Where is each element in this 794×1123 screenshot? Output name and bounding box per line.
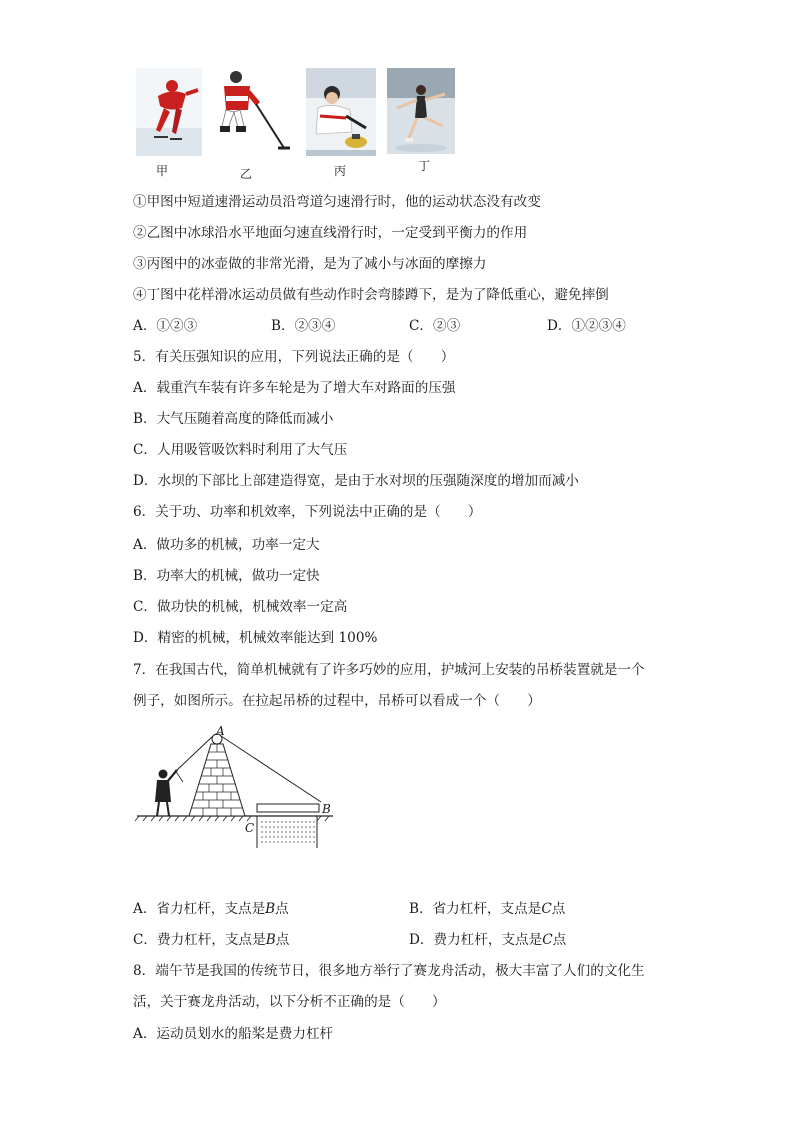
hockey-player-illustration [206, 68, 292, 156]
q7-option-d-prefix: D．费力杠杆，支点是 [409, 932, 543, 948]
q6-option-b[interactable]: B．功率大的机械，做功一定快 [133, 568, 320, 584]
photo-figure-skater [387, 68, 455, 154]
q7-option-a[interactable] [133, 899, 289, 919]
q7-stem-line1: 7．在我国古代，简单机械就有了许多巧妙的应用，护城河上安装的吊桥装置就是一个 [133, 662, 645, 678]
figure-label-c: C [245, 821, 255, 835]
speed-skater-illustration [136, 68, 202, 156]
q6-option-a[interactable]: A．做功多的机械，功率一定大 [133, 537, 320, 553]
drawbridge-diagram [133, 722, 353, 852]
q4-statement-4: ④丁图中花样滑冰运动员做有些动作时会弯膝蹲下，是为了降低重心，避免摔倒 [133, 287, 609, 303]
q7-option-d-suffix: 点 [552, 932, 567, 948]
q8-option-a[interactable]: A．运动员划水的船桨是费力杠杆 [133, 1026, 334, 1042]
figure-label-b: B [322, 802, 331, 816]
q8-stem-line2: 活，关于赛龙舟活动，以下分析不正确的是（ ） [133, 994, 446, 1010]
photo-label-yi: 乙 [240, 167, 253, 181]
q7-option-a-prefix: A．省力杠杆，支点是 [133, 901, 266, 917]
q7-option-c-prefix: C．费力杠杆，支点是 [133, 932, 266, 948]
q7-stem-line2: 例子，如图所示。在拉起吊桥的过程中，吊桥可以看成一个（ ） [133, 693, 541, 709]
q7-option-a-point: B [265, 901, 276, 917]
photo-curling-player [306, 68, 376, 156]
q4-option-a[interactable]: A．①②③ [133, 318, 198, 334]
q7-option-d[interactable] [409, 930, 566, 950]
q4-option-d[interactable]: D．①②③④ [547, 318, 626, 334]
photo-speed-skater [136, 68, 202, 156]
q7-option-c-suffix: 点 [275, 932, 290, 948]
q7-option-b-suffix: 点 [551, 901, 566, 917]
drawbridge-figure [133, 722, 353, 856]
photo-label-bing: 丙 [334, 164, 347, 178]
q7-option-a-suffix: 点 [275, 901, 289, 917]
q4-option-b[interactable]: B．②③④ [271, 318, 336, 334]
q7-option-c-point: B [265, 932, 276, 948]
q6-option-d[interactable]: D．精密的机械，机械效率能达到 100% [133, 630, 378, 646]
q5-option-c[interactable]: C．人用吸管吸饮料时利用了大气压 [133, 442, 348, 458]
q4-option-c[interactable]: C．②③ [409, 318, 461, 334]
q5-stem: 5．有关压强知识的应用，下列说法正确的是（ ） [133, 349, 455, 365]
q7-option-b-point: C [541, 901, 552, 917]
q4-statement-1: ①甲图中短道速滑运动员沿弯道匀速滑行时，他的运动状态没有改变 [133, 194, 541, 210]
q7-option-c[interactable] [133, 930, 289, 950]
q7-option-b-prefix: B．省力杠杆，支点是 [409, 901, 542, 917]
q6-stem: 6．关于功、功率和机效率，下列说法中正确的是（ ） [133, 504, 482, 520]
q5-option-a[interactable]: A．载重汽车装有许多车轮是为了增大车对路面的压强 [133, 380, 456, 396]
photo-hockey-player [206, 68, 292, 156]
q6-option-c[interactable]: C．做功快的机械，机械效率一定高 [133, 599, 348, 615]
q5-option-d[interactable]: D．水坝的下部比上部建造得宽，是由于水对坝的压强随深度的增加而减小 [133, 473, 579, 489]
q7-option-b[interactable] [409, 899, 565, 919]
q4-statement-3: ③丙图中的冰壶做的非常光滑，是为了减小与冰面的摩擦力 [133, 256, 487, 272]
q5-option-b[interactable]: B．大气压随着高度的降低而减小 [133, 411, 334, 427]
figure-skater-illustration [387, 68, 455, 154]
curling-player-illustration [306, 68, 376, 156]
photo-label-ding: 丁 [418, 159, 431, 173]
q4-statement-2: ②乙图中冰球沿水平地面匀速直线滑行时，一定受到平衡力的作用 [133, 225, 528, 241]
q8-stem-line1: 8．端午节是我国的传统节日，很多地方举行了赛龙舟活动，极大丰富了人们的文化生 [133, 963, 645, 979]
photo-label-jia: 甲 [156, 164, 169, 178]
figure-label-a: A [216, 724, 225, 738]
q7-option-d-point: C [542, 932, 553, 948]
